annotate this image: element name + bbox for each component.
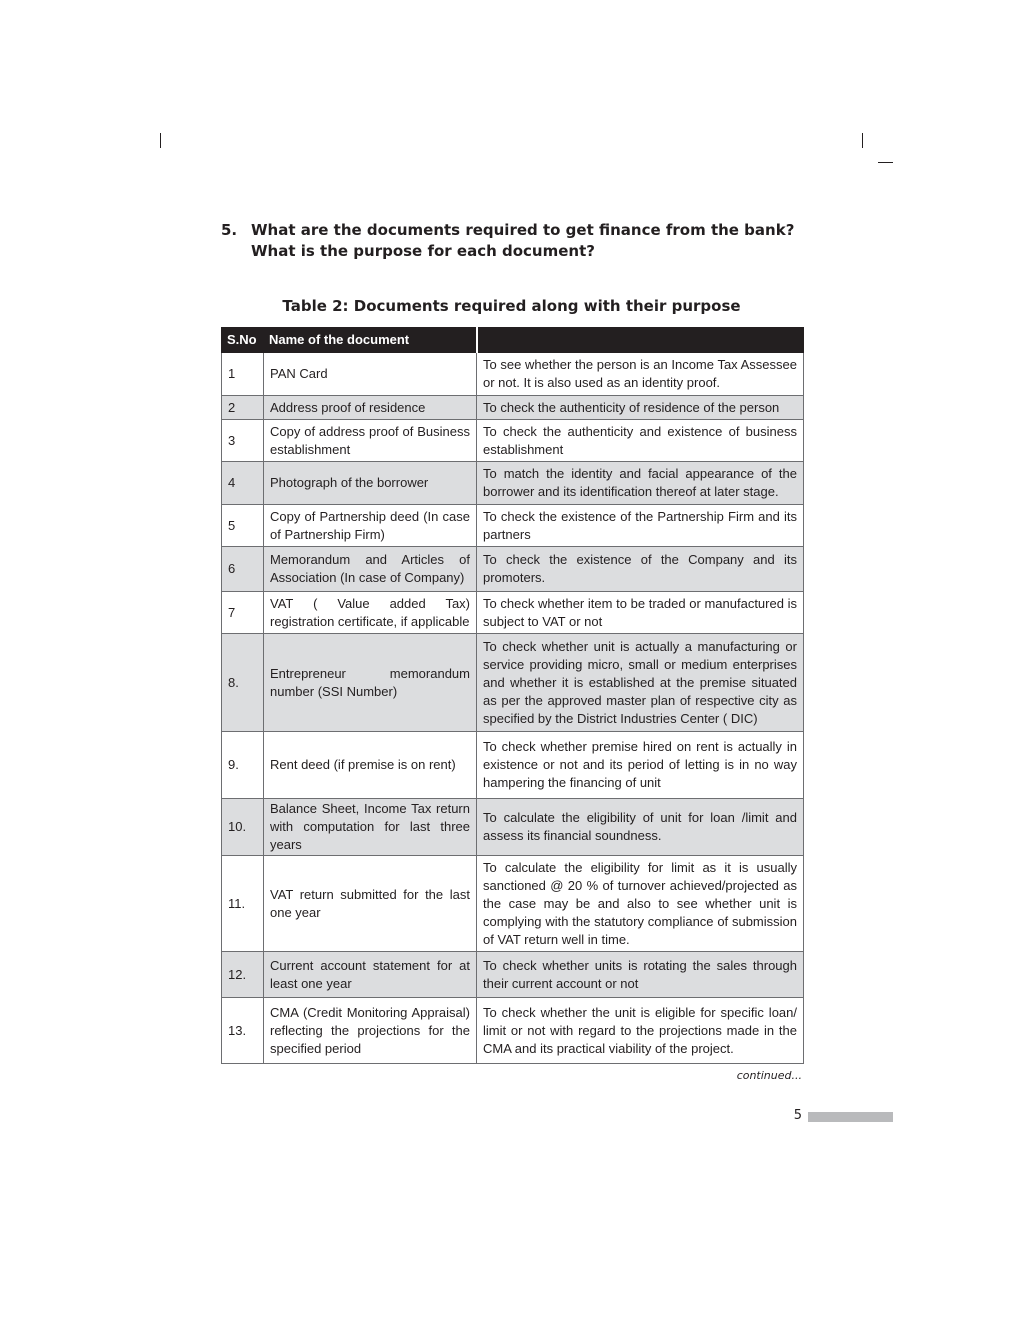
table-caption: Table 2: Documents required along with their purpose — [282, 297, 741, 315]
cell-purpose: To see whether the person is an Income Tax Assessee or not. It is also used as an identity proof. — [477, 353, 804, 396]
cell-document-name: Address proof of residence — [264, 396, 477, 420]
question-number: 5. — [221, 221, 238, 239]
table-row — [222, 420, 804, 462]
cell-sno: 3 — [222, 420, 264, 462]
cell-sno: 13. — [222, 998, 264, 1064]
cell-document-name: Entrepreneur memorandum number (SSI Number) — [264, 634, 477, 732]
table-row — [222, 547, 804, 592]
crop-mark-right-horizontal — [878, 162, 893, 163]
cell-document-name: CMA (Credit Monitoring Appraisal) reflecting the projections for the specified period — [264, 998, 477, 1064]
header-sno: S.No — [222, 328, 264, 353]
table-row — [222, 353, 804, 396]
cell-sno: 1 — [222, 353, 264, 396]
header-purpose — [477, 328, 804, 353]
cell-sno: 9. — [222, 732, 264, 799]
header-document-name: Name of the document — [264, 328, 477, 353]
crop-mark-right — [862, 133, 863, 148]
cell-sno: 4 — [222, 462, 264, 505]
cell-purpose: To check the existence of the Partnership Firm and its partners — [477, 505, 804, 547]
cell-purpose: To check the authenticity and existence of business establishment — [477, 420, 804, 462]
cell-sno: 10. — [222, 799, 264, 856]
cell-document-name: PAN Card — [264, 353, 477, 396]
cell-document-name: Rent deed (if premise is on rent) — [264, 732, 477, 799]
cell-purpose: To calculate the eligibility for limit as it is usually sanctioned @ 20 % of turnover achieved/projected as the case may be and also to see whether unit is complying with the statutory compliance of submission of VAT return well in time. — [477, 856, 804, 952]
cell-sno: 7 — [222, 592, 264, 634]
crop-mark-left — [160, 133, 161, 148]
continued-note: continued... — [736, 1069, 802, 1082]
cell-purpose: To check whether unit is actually a manufacturing or service providing micro, small or medium enterprises and whether it is established at the premise situated as per the approved master plan of respective city as specified by the District Industries Center ( DIC) — [477, 634, 804, 732]
question-heading — [221, 220, 821, 262]
cell-purpose: To check the authenticity of residence of the person — [477, 396, 804, 420]
question-line-1: What are the documents required to get finance from the bank? — [251, 221, 795, 239]
cell-sno: 11. — [222, 856, 264, 952]
table-row — [222, 952, 804, 998]
table-row — [222, 505, 804, 547]
page-number-bar — [808, 1112, 893, 1122]
cell-purpose: To match the identity and facial appearance of the borrower and its identification thereof at later stage. — [477, 462, 804, 505]
cell-purpose: To calculate the eligibility of unit for loan /limit and assess its financial soundness. — [477, 799, 804, 856]
table-row — [222, 856, 804, 952]
cell-document-name: Photograph of the borrower — [264, 462, 477, 505]
table-header-row — [222, 328, 804, 353]
question-line-2: What is the purpose for each document? — [251, 242, 595, 260]
table-row — [222, 634, 804, 732]
cell-document-name: Copy of address proof of Business establishment — [264, 420, 477, 462]
cell-sno: 2 — [222, 396, 264, 420]
table-body — [222, 353, 804, 1064]
cell-document-name: Memorandum and Articles of Association (In case of Company) — [264, 547, 477, 592]
table-row — [222, 799, 804, 856]
cell-purpose: To check whether premise hired on rent is actually in existence or not and its period of letting is in no way hampering the financing of unit — [477, 732, 804, 799]
table-row — [222, 998, 804, 1064]
cell-sno: 12. — [222, 952, 264, 998]
cell-document-name: Copy of Partnership deed (In case of Partnership Firm) — [264, 505, 477, 547]
table-row — [222, 732, 804, 799]
cell-document-name: VAT ( Value added Tax) registration certificate, if applicable — [264, 592, 477, 634]
table-row — [222, 396, 804, 420]
documents-table — [221, 327, 804, 1064]
cell-sno: 8. — [222, 634, 264, 732]
table-row — [222, 592, 804, 634]
cell-sno: 6 — [222, 547, 264, 592]
cell-purpose: To check whether units is rotating the sales through their current account or not — [477, 952, 804, 998]
cell-document-name: Balance Sheet, Income Tax return with computation for last three years — [264, 799, 477, 856]
cell-document-name: VAT return submitted for the last one year — [264, 856, 477, 952]
cell-document-name: Current account statement for at least one year — [264, 952, 477, 998]
page-number: 5 — [793, 1108, 802, 1123]
cell-purpose: To check whether item to be traded or manufactured is subject to VAT or not — [477, 592, 804, 634]
cell-purpose: To check whether the unit is eligible for specific loan/ limit or not with regard to the projections made in the CMA and its practical viability of the project. — [477, 998, 804, 1064]
cell-purpose: To check the existence of the Company and its promoters. — [477, 547, 804, 592]
cell-sno: 5 — [222, 505, 264, 547]
table-row — [222, 462, 804, 505]
